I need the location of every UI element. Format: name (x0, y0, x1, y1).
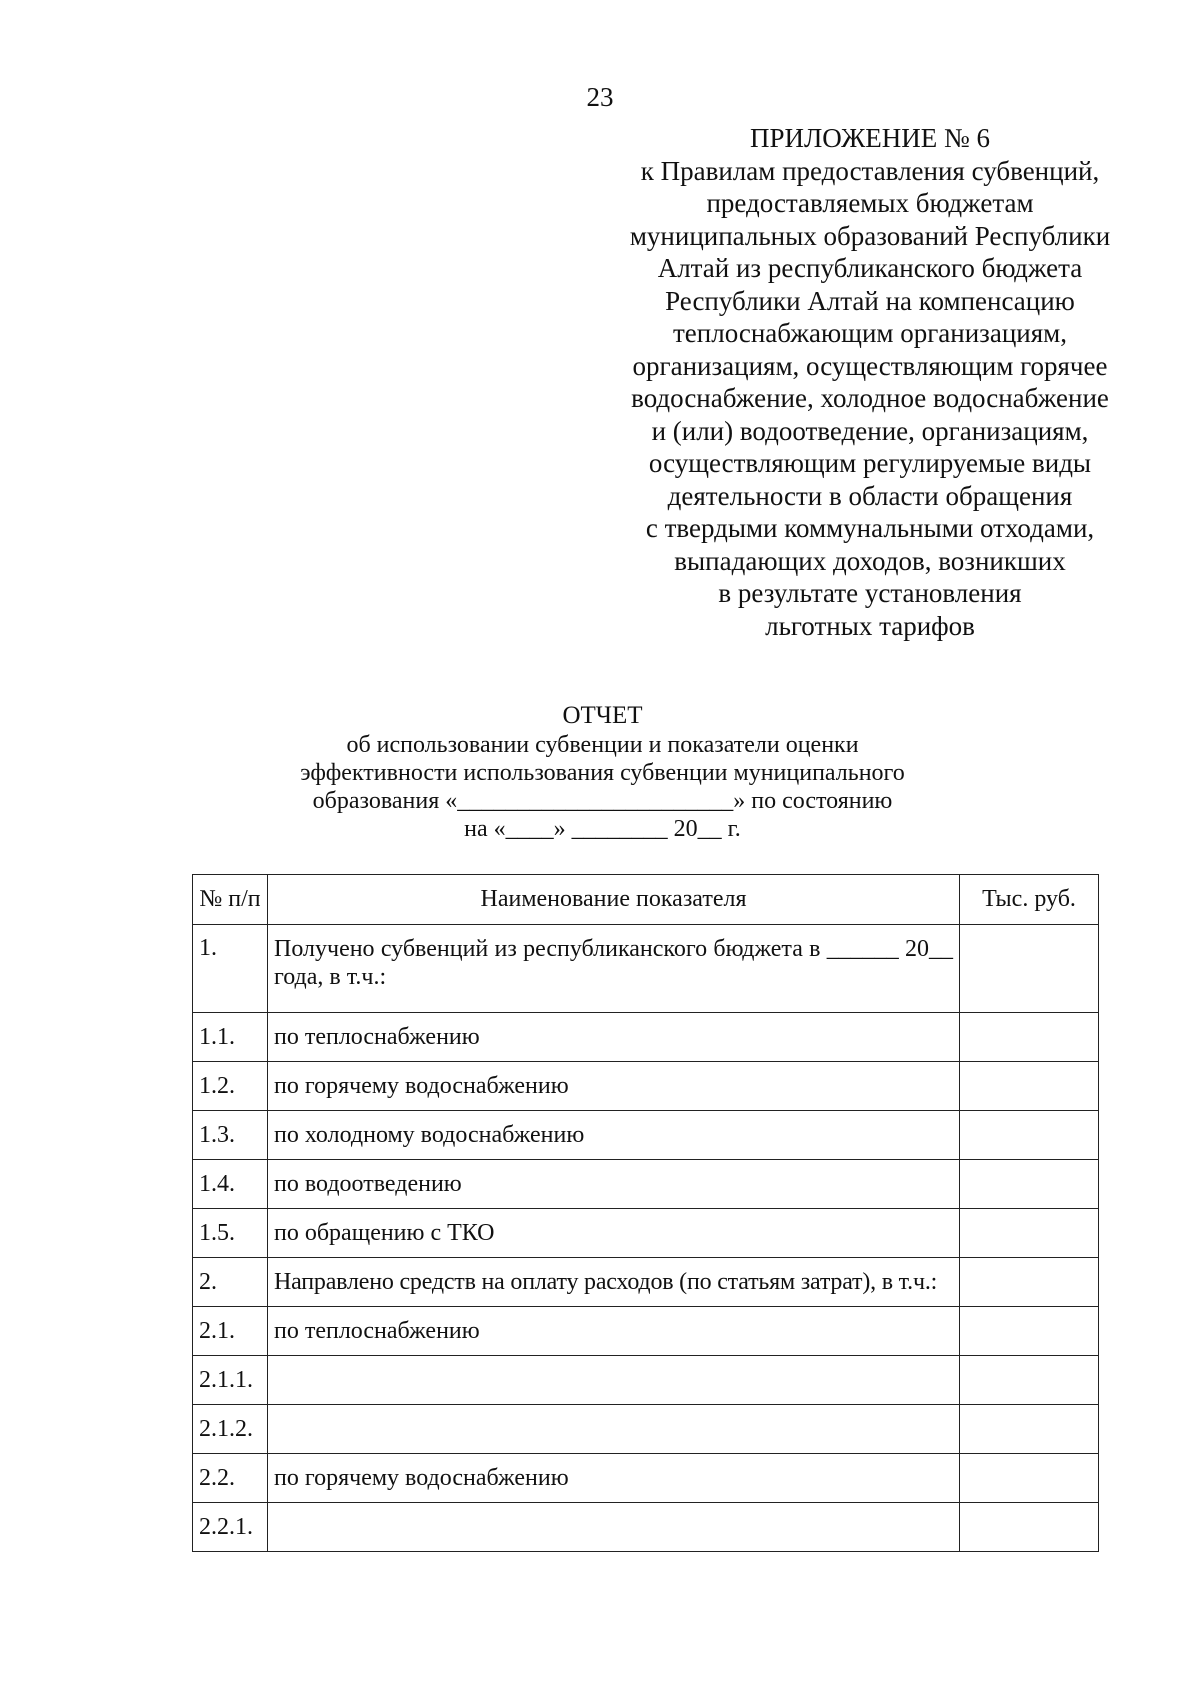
table-header-row (193, 875, 1099, 925)
row-number: 2.1. (193, 1307, 268, 1356)
row-value (960, 925, 1099, 1013)
appendix-heading: ПРИЛОЖЕНИЕ № 6 (749, 123, 991, 153)
header-amount: Тыс. руб. (960, 875, 1099, 925)
row-number: 1. (193, 925, 268, 1013)
page-number: 23 (586, 82, 614, 112)
row-value (960, 1307, 1099, 1356)
row-name: по теплоснабжению (268, 1013, 960, 1062)
report-title: ОТЧЕТ (562, 702, 643, 729)
appendix-line: осуществляющим регулируемые виды (648, 448, 1092, 478)
table-row (193, 1356, 1099, 1405)
appendix-line: Республики Алтай на компенсацию (665, 285, 1075, 316)
row-name: по теплоснабжению (268, 1307, 960, 1356)
row-name: по водоотведению (268, 1160, 960, 1209)
row-number: 1.3. (193, 1111, 268, 1160)
appendix-line: льготных тарифов (765, 610, 975, 641)
table-row (193, 1111, 1099, 1160)
row-name (268, 1356, 960, 1405)
row-number: 1.5. (193, 1209, 268, 1258)
row-name: по обращению с ТКО (268, 1209, 960, 1258)
row-number: 2.2.1. (193, 1503, 268, 1552)
appendix-block (600, 122, 1140, 642)
report-municipality-line: образования «_______________________» по состоянию (312, 788, 893, 814)
row-value (960, 1062, 1099, 1111)
appendix-line: в результате установления (718, 578, 1022, 608)
row-value (960, 1258, 1099, 1307)
table-row (193, 1062, 1099, 1111)
row-number: 2.2. (193, 1454, 268, 1503)
row-value (960, 1013, 1099, 1062)
report-date-line: на «____» ________ 20__ г. (464, 816, 741, 842)
appendix-line: к Правилам предоставления субвенций, (640, 155, 1100, 186)
row-number: 1.1. (193, 1013, 268, 1062)
row-value (960, 1209, 1099, 1258)
row-value (960, 1111, 1099, 1160)
table-row (193, 1307, 1099, 1356)
row-name: Направлено средств на оплату расходов (по статьям затрат), в т.ч.: (268, 1258, 960, 1307)
appendix-line: муниципальных образований Республики (629, 220, 1111, 251)
row-value (960, 1356, 1099, 1405)
row-name: по горячему водоснабжению (268, 1454, 960, 1503)
table-row (193, 1160, 1099, 1209)
row-name: по холодному водоснабжению (268, 1111, 960, 1160)
table-row (193, 1209, 1099, 1258)
report-subtitle-line: об использовании субвенции и показатели оценки (346, 732, 859, 758)
appendix-line: Алтай из республиканского бюджета (657, 253, 1083, 283)
appendix-line: организациям, осуществляющим горячее (632, 350, 1108, 381)
row-number: 2.1.1. (193, 1356, 268, 1405)
row-name (268, 1405, 960, 1454)
row-value (960, 1454, 1099, 1503)
appendix-line: и (или) водоотведение, организациям, (651, 415, 1089, 446)
row-number: 1.2. (193, 1062, 268, 1111)
table-row (193, 925, 1099, 1013)
table-row (193, 1454, 1099, 1503)
row-value (960, 1405, 1099, 1454)
appendix-line: предоставляемых бюджетам (706, 188, 1034, 218)
table-row (193, 1013, 1099, 1062)
row-name: Получено субвенций из республиканского бюджета в ______ 20__ года, в т.ч.: (268, 925, 960, 1013)
appendix-line: водоснабжение, холодное водоснабжение (631, 383, 1109, 413)
report-subtitle-line: эффективности использования субвенции муниципального (300, 760, 905, 786)
row-name (268, 1503, 960, 1552)
row-name: по горячему водоснабжению (268, 1062, 960, 1111)
appendix-line: с твердыми коммунальными отходами, (645, 513, 1095, 543)
report-table (192, 874, 1099, 1552)
appendix-line: теплоснабжающим организациям, (672, 318, 1067, 348)
header-indicator-name: Наименование показателя (268, 875, 960, 925)
table-row (193, 1258, 1099, 1307)
row-number: 2.1.2. (193, 1405, 268, 1454)
row-number: 1.4. (193, 1160, 268, 1209)
row-value (960, 1503, 1099, 1552)
row-number: 2. (193, 1258, 268, 1307)
table-row (193, 1503, 1099, 1552)
appendix-line: деятельности в области обращения (667, 480, 1073, 511)
table-row (193, 1405, 1099, 1454)
appendix-line: выпадающих доходов, возникших (674, 545, 1066, 576)
row-value (960, 1160, 1099, 1209)
report-header (300, 702, 905, 843)
header-number: № п/п (193, 875, 268, 925)
